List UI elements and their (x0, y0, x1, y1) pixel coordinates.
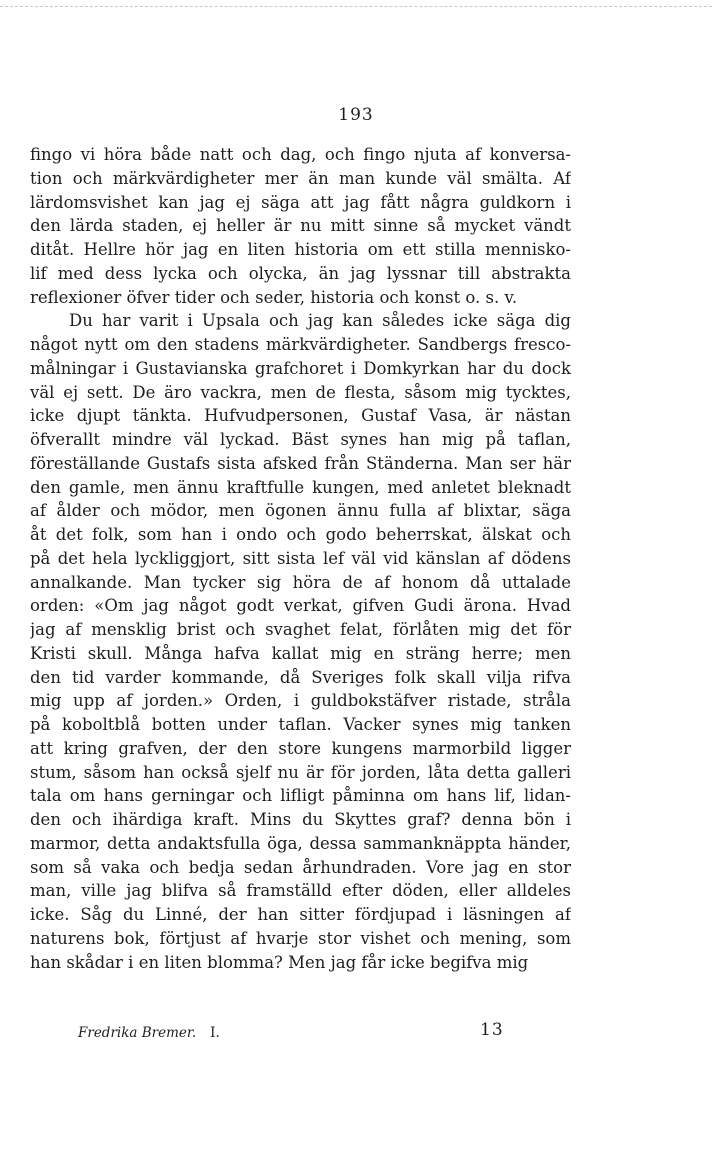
text-line: lärdomsvishet kan jag ej säga att jag fått några guldkorn i (30, 192, 571, 212)
signature-mark (78, 1024, 220, 1042)
text-line: man, ville jag blifva så framställd efter döden, eller alldeles (30, 881, 571, 901)
text-line: målningar i Gustavianska grafchoret i Domkyrkan har du dock (30, 358, 571, 378)
page-footer (30, 1019, 571, 1043)
text-line: den och ihärdiga kraft. Mins du Skyttes graf? denna bön i (30, 810, 571, 829)
text-line: jag af mensklig brist och svaghet felat, förlåten mig det för (30, 620, 571, 639)
text-line: fingo vi höra både natt och dag, och fingo njuta af konversa- (30, 145, 571, 164)
page-number: 193 (338, 105, 374, 125)
text-line: den tid varder kommande, då Sveriges folk skall vilja rifva (30, 667, 571, 687)
text-line: Du har varit i Upsala och jag kan således icke säga dig (69, 311, 571, 331)
text-line: annalkande. Man tycker sig höra de af honom då uttalade (30, 572, 571, 592)
text-line: icke. Såg du Linné, der han sitter fördjupad i läsningen af (30, 905, 571, 924)
body-text (30, 143, 571, 974)
text-line: tion och märkvärdigheter mer än man kunde väl smälta. Af (30, 168, 571, 188)
text-line: stum, såsom han också sjelf nu är för jorden, låta detta galleri (30, 762, 571, 782)
text-line: väl ej sett. De äro vackra, men de flesta, såsom mig tycktes, (30, 382, 571, 402)
text-line: att kring grafven, der den store kungens marmorbild ligger (30, 738, 571, 758)
page-top-edge (0, 6, 712, 7)
text-line: reflexioner öfver tider och seder, historia och konst o. s. v. (30, 287, 518, 307)
text-line: på det hela lyckliggjort, sitt sista lef väl vid känslan af dödens (30, 548, 571, 568)
text-line: han skådar i en liten blomma? Men jag får icke begifva mig (30, 952, 529, 972)
text-line: af ålder och mödor, men ögonen ännu fulla af blixtar, säga (30, 501, 571, 521)
text-line: som så vaka och bedja sedan århundraden. Vore jag en stor (30, 857, 571, 877)
text-line: på koboltblå botten under taflan. Vacker synes mig tanken (30, 715, 571, 734)
text-line: den gamle, men ännu kraftfulle kungen, med anletet bleknadt (30, 477, 571, 497)
text-line: marmor, detta andaktsfulla öga, dessa sammanknäppta händer, (30, 833, 571, 853)
signature-author: Fredrika Bremer. (78, 1025, 197, 1041)
text-line: den lärda staden, ej heller är nu mitt sinne så mycket vändt (30, 216, 571, 236)
signature-volume: I. (210, 1025, 220, 1041)
text-line: mig upp af jorden.» Orden, i guldbokstäfver ristade, stråla (30, 691, 571, 711)
text-line: tala om hans gerningar och lifligt påminna om hans lif, lidan- (30, 786, 571, 806)
text-line: Kristi skull. Många hafva kallat mig en sträng herre; men (30, 643, 571, 663)
text-line: öfverallt mindre väl lyckad. Bäst synes han mig på taflan, (30, 430, 571, 449)
text-line: föreställande Gustafs sista afsked från Ständerna. Man ser här (30, 453, 571, 473)
text-line: något nytt om den stadens märkvärdigheter. Sandbergs fresco- (30, 335, 571, 354)
text-line: naturens bok, förtjust af hvarje stor vishet och mening, som (30, 928, 571, 948)
sheet-number: 13 (480, 1020, 504, 1040)
text-line: orden: «Om jag något godt verkat, gifven Gudi ärona. Hvad (30, 596, 571, 616)
text-line: lif med dess lycka och olycka, än jag lyssnar till abstrakta (30, 263, 571, 283)
text-line: åt det folk, som han i ondo och godo beherrskat, älskat och (30, 525, 571, 544)
text-line: ditåt. Hellre hör jag en liten historia om ett stilla mennisko- (30, 240, 571, 259)
text-line: icke djupt tänkta. Hufvudpersonen, Gustaf Vasa, är nästan (30, 406, 571, 426)
